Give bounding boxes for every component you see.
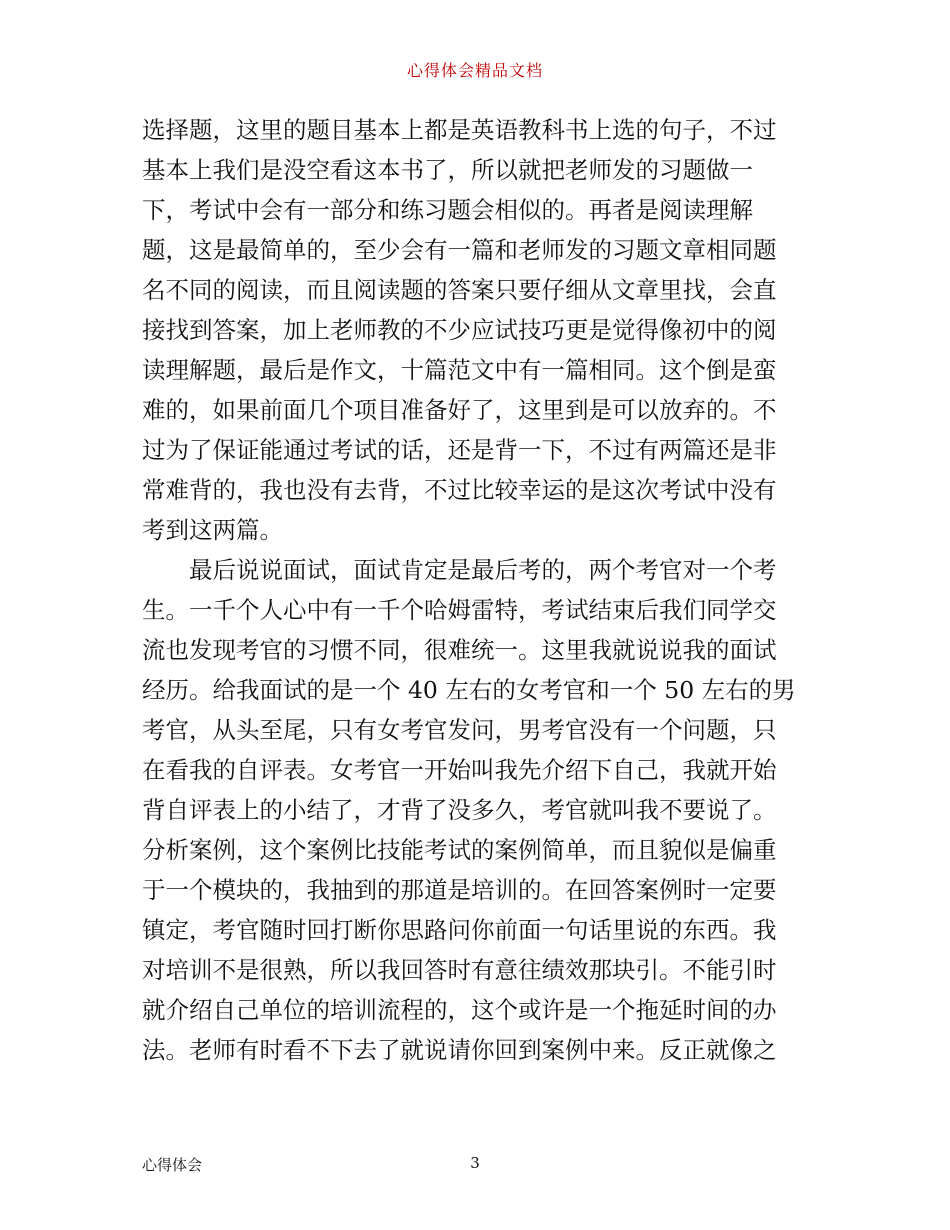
text-line: 生。一千个人心中有一千个哈姆雷特，考试结束后我们同学交 (142, 596, 777, 624)
text-line: 背自评表上的小结了，才背了没多久，考官就叫我不要说了。 (142, 796, 777, 824)
text-line: 考官，从头至尾，只有女考官发问，男考官没有一个问题，只 (142, 716, 777, 744)
text-line: 经历。给我面试的是一个 40 左右的女考官和一个 50 左右的男 (142, 676, 796, 704)
text-line: 就介绍自己单位的培训流程的，这个或许是一个拖延时间的办 (142, 996, 777, 1024)
text-line: 最后说说面试，面试肯定是最后考的，两个考官对一个考 (189, 556, 777, 584)
text-line: 下，考试中会有一部分和练习题会相似的。再者是阅读理解 (142, 196, 753, 224)
page-number: 3 (470, 1154, 480, 1172)
text-line: 法。老师有时看不下去了就说请你回到案例中来。反正就像之 (142, 1036, 777, 1064)
paragraph-1 (142, 110, 812, 550)
text-line: 于一个模块的，我抽到的那道是培训的。在回答案例时一定要 (142, 876, 777, 904)
text-line: 题，这是最简单的，至少会有一篇和老师发的习题文章相同题 (142, 236, 777, 264)
text-line: 流也发现考官的习惯不同，很难统一。这里我就说说我的面试 (142, 636, 777, 664)
text-line: 考到这两篇。 (142, 516, 283, 544)
paragraph-2 (142, 550, 812, 1070)
text-line: 读理解题，最后是作文，十篇范文中有一篇相同。这个倒是蛮 (142, 356, 777, 384)
text-line: 名不同的阅读，而且阅读题的答案只要仔细从文章里找，会直 (142, 276, 777, 304)
text-line: 接找到答案，加上老师教的不少应试技巧更是觉得像初中的阅 (142, 316, 777, 344)
text-line: 对培训不是很熟，所以我回答时有意往绩效那块引。不能引时 (142, 956, 777, 984)
text-line: 选择题，这里的题目基本上都是英语教科书上选的句子，不过 (142, 116, 777, 144)
text-line: 常难背的，我也没有去背，不过比较幸运的是这次考试中没有 (142, 476, 777, 504)
text-line: 分析案例，这个案例比技能考试的案例简单，而且貌似是偏重 (142, 836, 777, 864)
text-line: 难的，如果前面几个项目准备好了，这里到是可以放弃的。不 (142, 396, 777, 424)
text-line: 在看我的自评表。女考官一开始叫我先介绍下自己，我就开始 (142, 756, 777, 784)
page-header-title: 心得体会精品文档 (406, 61, 543, 80)
footer-label: 心得体会 (142, 1156, 203, 1174)
document-body (142, 110, 812, 1070)
text-line: 过为了保证能通过考试的话，还是背一下，不过有两篇还是非 (142, 436, 777, 464)
text-line: 基本上我们是没空看这本书了，所以就把老师发的习题做一 (142, 156, 753, 184)
text-line: 镇定，考官随时回打断你思路问你前面一句话里说的东西。我 (142, 916, 777, 944)
